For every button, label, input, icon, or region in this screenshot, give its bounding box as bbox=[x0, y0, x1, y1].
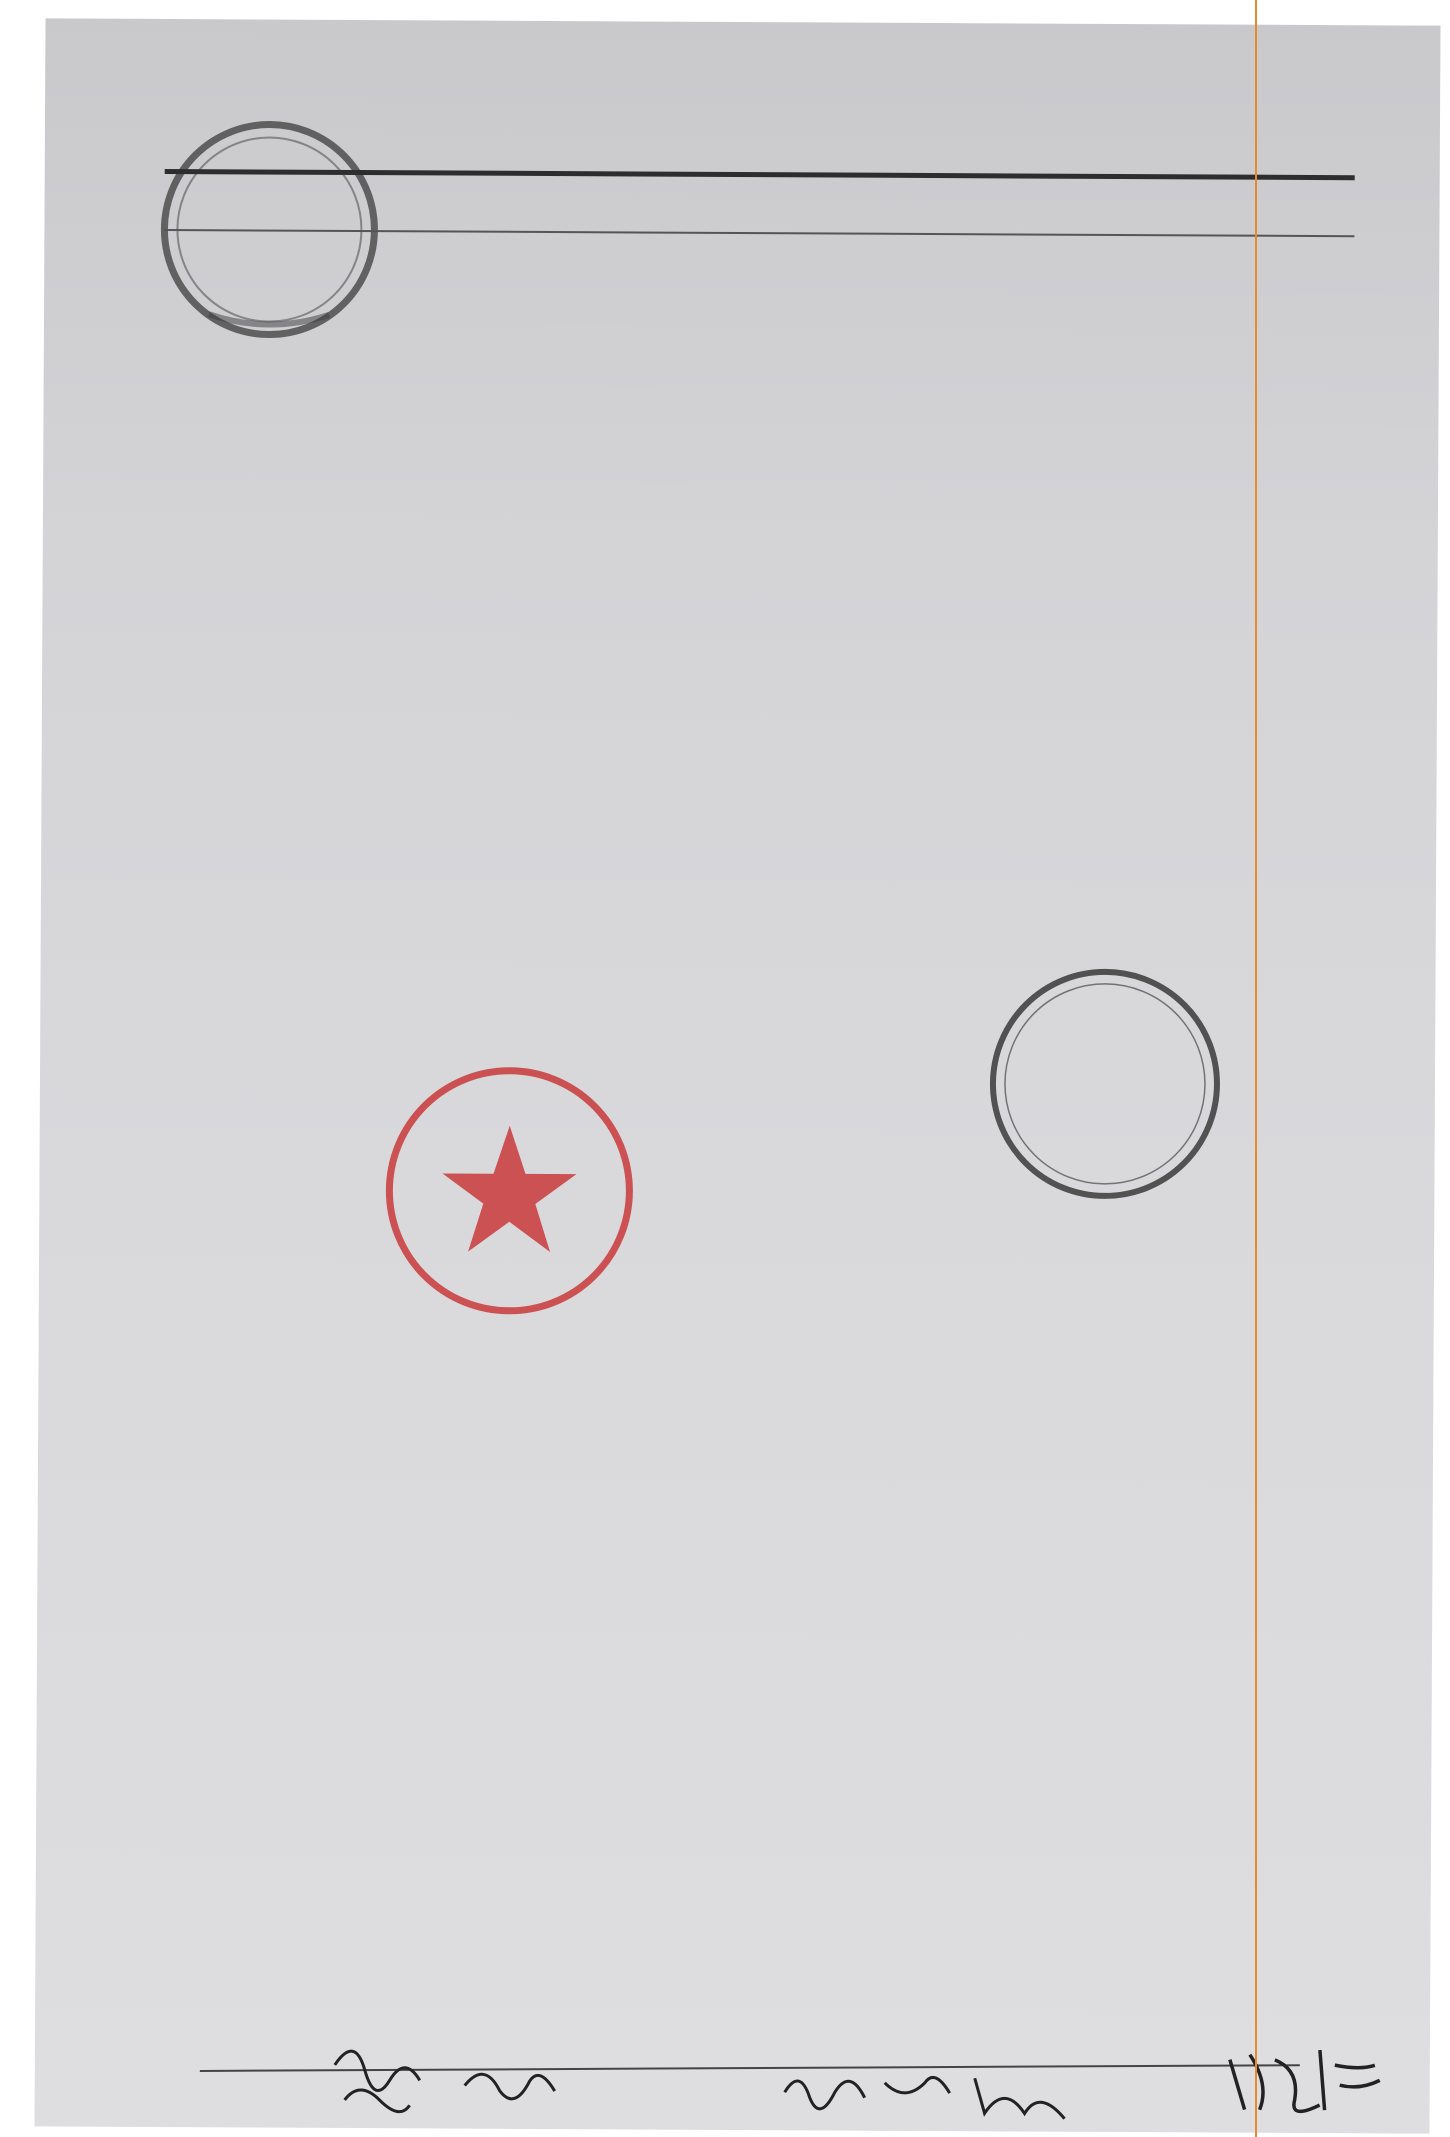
responsible-signature bbox=[1220, 2040, 1390, 2121]
inspector-signature bbox=[325, 2030, 645, 2127]
scanned-report-page bbox=[34, 18, 1440, 2133]
results-section bbox=[46, 18, 1441, 25]
reviewer-signature bbox=[775, 2052, 1095, 2124]
red-company-seal bbox=[374, 1055, 645, 1326]
margin-line bbox=[1255, 0, 1257, 2137]
product-info-table bbox=[223, 414, 1335, 420]
gray-hospital-stamp bbox=[974, 953, 1235, 1214]
